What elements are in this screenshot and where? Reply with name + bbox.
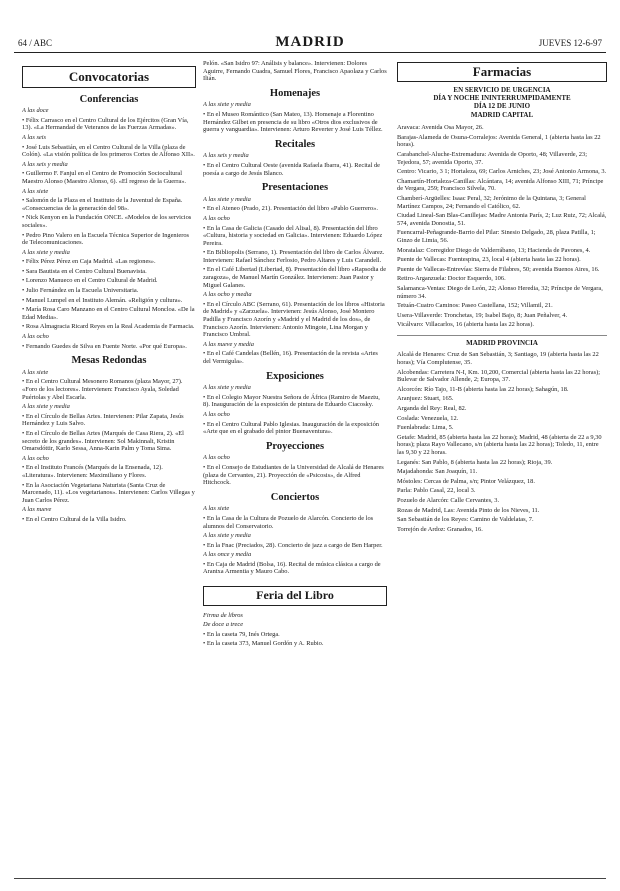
exposiciones-heading: Exposiciones bbox=[266, 370, 324, 382]
pharmacy-entry: Vicálvaro: Villacarlos, 16 (abierta hasta las 22 horas). bbox=[397, 321, 534, 329]
listing-entry: A las seis bbox=[22, 133, 47, 141]
subtitle-line: DÍA Y NOCHE ININTERRUMPIDAMENTE bbox=[433, 94, 571, 102]
presentaciones-heading: Presentaciones bbox=[261, 182, 329, 194]
conferencias-heading: Conferencias bbox=[79, 93, 139, 105]
farmacias-title: Farmacias bbox=[397, 62, 607, 82]
listing-entry: • En el Círculo ABC (Serrano, 61). Presentación de los libros «Historia de Madrid» y «Zarzuela». Intervienen: Jesús Alonso, José Montero Padilla y Francisco Azorín y «Madrid y el Madrid de los dos», de Francisco Azorín. Intervienen: Antonio Mingote, Lina Morgan y Francisco Umbral. bbox=[203, 300, 385, 339]
listing-entry: • En el Círculo de Bellas Artes. Intervienen: Pilar Zapata, Jesús Hernández y Luis Salvo. bbox=[22, 412, 184, 428]
listing-entry: • Pedro Pino Valero en la Escuela Técnica Superior de Ingenieros de Telecomunicaciones. bbox=[22, 231, 190, 247]
pharmacy-entry: Majadahonda: San Joaquín, 11. bbox=[397, 468, 478, 476]
listing-entry: A las siete y media bbox=[203, 195, 251, 203]
pharmacy-entry: Centro: Vicario, 3 1; Hortaleza, 69; Carlos Arniches, 23; José Antonio Armona, 3. bbox=[397, 168, 607, 176]
listing-entry: A las siete y media bbox=[22, 403, 70, 411]
listing-entry: • En la Asociación Vegetariana Naturista (Santa Cruz de Marcenado, 11). «Los vegetarianos». Intervienen: Carlos Villegas y Juan Carlos Pérez. bbox=[22, 481, 195, 504]
column-convocatorias bbox=[22, 60, 196, 880]
column-events bbox=[203, 60, 387, 880]
listing-entry: A las ocho bbox=[203, 214, 230, 222]
listing-entry: A las siete bbox=[22, 368, 49, 376]
listing-entry: • Fernando Guedes de Silva en Fuente Norte. «Por qué Europa». bbox=[22, 342, 187, 350]
listing-entry: A las siete y media bbox=[203, 384, 251, 392]
listing-entry: A las siete y media bbox=[22, 248, 70, 256]
listing-entry: • Félix Pérez Pérez en Caja Madrid. «Las regiones». bbox=[22, 258, 156, 266]
listing-entry: A las seis y media bbox=[22, 160, 68, 168]
listing-entry: A las ocho bbox=[22, 333, 49, 341]
pharmacy-entry: Moratalaz: Corregidor Diego de Valderrábano, 13; Hacienda de Pavones, 4. bbox=[397, 246, 591, 254]
pharmacy-entry: Chamberí-Argüelles: Isaac Peral, 32; Jerónimo de la Quintana, 3; General Martínez Campos, 24; Fernando el Católico, 62. bbox=[397, 194, 586, 210]
farmacias-subtitle bbox=[397, 86, 607, 120]
listing-entry: A las siete y media bbox=[203, 101, 251, 109]
listing-entry: A las nueve bbox=[22, 506, 52, 514]
listing-entry: • En el Café Candelas (Bellén, 16). Presentación de la revista «Artes del Vermigula». bbox=[203, 350, 378, 365]
listing-entry: Firma de libros bbox=[203, 611, 243, 619]
pharmacy-entry: Torrejón de Ardoz: Granados, 16. bbox=[397, 525, 483, 533]
page-number: 64 / ABC bbox=[18, 38, 53, 48]
pharmacy-entry: Puente de Vallecas-Entrevías: Sierra de Filabres, 50; avenida Buenos Aires, 16. bbox=[397, 265, 600, 273]
listing-entry: • En el Consejo de Estudiantes de la Universidad de Alcalá de Henares (plaza de Cervantes, 21). Proyección de «Psicosis», de Alfred Hitchcock. bbox=[203, 463, 384, 487]
listing-entry: • Guillermo F. Fanjul en el Centro de Promoción Sociocultural Maestro Alonso (Maestro Alonso, 6). «El regreso de la Guerra». bbox=[22, 170, 186, 185]
listing-entry: • Lorenzo Manueco en el Centro Cultural de Madrid. bbox=[22, 277, 158, 285]
pharmacy-entry: Retiro-Arganzuela: Doctor Esquerdo, 106. bbox=[397, 275, 506, 283]
pharmacy-entry: Leganés: San Pablo, 8 (abierta hasta las 22 horas); Rioja, 39. bbox=[397, 458, 553, 466]
pharmacy-entry: Coslada: Venezuela, 12. bbox=[397, 414, 459, 422]
pharmacy-entry: San Sebastián de los Reyes: Camino de Valdelatas, 7. bbox=[397, 516, 534, 524]
listing-entry: • Félix Carrasco en el Centro Cultural de los Ejércitos (Gran Vía, 13). «La Hermandad de Veteranos de las Fuerzas Armadas». bbox=[22, 116, 189, 132]
pharmacy-entry: Fuencarral-Peñagrande-Barrio del Pilar: Sinesio Delgado, 28, plaza Patilla, 1; Ginzo de Limia, 56. bbox=[397, 229, 596, 244]
pharmacy-entry: Chamartín-Hortaleza-Canillas: Alcántara, 14; avenida Alfonso XIII, 71; Príncipe de Vergara, 259; Francisco Silvela, 70. bbox=[397, 177, 604, 193]
column-farmacias bbox=[397, 60, 607, 880]
feria-list bbox=[203, 612, 387, 648]
recitales-heading: Recitales bbox=[274, 138, 316, 150]
listing-entry: • José Luis Sebastián, en el Centro Cultural de la Villa (plaza de Colón). «La visión política de los primeros Cortes de Alfonso XII». bbox=[22, 143, 195, 159]
issue-date: JUEVES 12-6-97 bbox=[538, 38, 602, 48]
listing-entry: A las once y media bbox=[203, 551, 252, 559]
listing-entry: • En el Círculo de Bellas Artes (Marqués de Casa Riera, 2). «El secreto de los grandes». Intervienen: Sol Makinnalt, Kristin Omarsdóttir, Karlo Sessa, Anna-Karin Palm y Toma Sima. bbox=[22, 429, 184, 453]
listing-entry: A las ocho bbox=[203, 454, 230, 462]
pharmacy-entry: Ciudad Lineal-San Blas-Canillejas: Madre Antonia París, 2; Luz Ruiz, 72; Alcalá, 574, avenida Donostia, 51. bbox=[397, 212, 607, 227]
pharmacy-entry: Aravaca: Avenida Osa Mayor, 26. bbox=[397, 124, 484, 132]
subtitle-line: DÍA 12 DE JUNIO bbox=[473, 102, 531, 111]
farmacias-provincia-list bbox=[397, 351, 607, 533]
listing-entry: • En Bibliopolis (Serrano, 1). Presentación del libro de Carlos Álvarez. Intervienen: Rafael Sánchez Ferlosio, Pedro Altares y Luis Carandell. bbox=[203, 249, 385, 264]
listing-entry: • Julio Fernández en la Escuela Universitaria. bbox=[22, 287, 139, 295]
listing-entry: • En la Fnac (Preciados, 28). Concierto de jazz a cargo de Ben Harper. bbox=[203, 541, 383, 549]
listing-entry: • En el Centro Cultural Pablo Iglesias. Inauguración de la exposición «Arte que en el grabado del pintor Buenaventura». bbox=[203, 420, 379, 436]
homenajes-list bbox=[203, 101, 387, 133]
listing-entry: • En el Centro Cultural Oeste (avenida Rafaela Ibarra, 41). Recital de poesía a cargo de Jesús Blanco. bbox=[203, 161, 381, 177]
listing-entry: • En la Casa de la Cultura de Pozuelo de Alarcón. Concierto de los alumnos del Conservatorio. bbox=[203, 514, 374, 530]
pharmacy-entry: Móstoles: Cercas de Palma, s/n; Pintor Velázquez, 18. bbox=[397, 477, 535, 485]
listing-entry: A las ocho bbox=[22, 454, 49, 462]
mesas-redondas-list bbox=[22, 369, 196, 524]
listing-entry: A las seis y media bbox=[203, 152, 249, 160]
page-header bbox=[14, 36, 606, 53]
listing-entry: • Manuel Lumpel en el Instituto Alemán. «Religión y cultura». bbox=[22, 296, 183, 304]
recitales-list bbox=[203, 152, 387, 177]
subtitle-line: EN SERVICIO DE URGENCIA bbox=[453, 85, 551, 94]
pharmacy-entry: Barajas-Alameda de Osuna-Corralejos: Avenida General, 1 (abierta hasta las 22 horas). bbox=[397, 133, 601, 149]
pharmacy-entry: Aranjuez: Stuart, 165. bbox=[397, 395, 454, 403]
listing-entry: • En la Casa de Galicia (Casado del Alisal, 8). Presentación del libro «Cultura, historia y sociedad en Galicia». Intervienen: Eduardo López Pereira. bbox=[203, 224, 383, 247]
pharmacy-entry: Usera-Villaverde: Tronchetas, 19; Isabel Bajo, 8; Juan Peñalver, 4. bbox=[397, 311, 568, 319]
listing-entry: • En el Ateneo (Prado, 21). Presentación del libro «Pablo Guerrero». bbox=[203, 205, 378, 213]
pharmacy-entry: Salamanca-Ventas: Diego de León, 22; Alonso Heredia, 32; Príncipe de Vergara, número 34. bbox=[397, 284, 603, 300]
pharmacy-entry: Pozuelo de Alarcón: Calle Cervantes, 3. bbox=[397, 496, 500, 504]
section-title: MADRID bbox=[275, 34, 345, 50]
listing-entry: A las ocho y media bbox=[203, 291, 252, 299]
homenajes-heading: Homenajes bbox=[269, 87, 321, 99]
pharmacy-entry: Carabanchel-Aluche-Extremadura: Avenida de Oporto, 48; Villaverde, 23; Tejedora, 57; avenida Oporto, 37. bbox=[397, 151, 587, 166]
pharmacy-entry: Fuenlabrada: Lima, 5. bbox=[397, 424, 454, 432]
pharmacy-entry: Rozas de Madrid, Las: Avenida Pinto de los Nieves, 11. bbox=[397, 506, 540, 514]
conferencias-list bbox=[22, 107, 196, 350]
pharmacy-entry: Parla: Pablo Casal, 22, local 3. bbox=[397, 487, 476, 495]
pharmacy-entry: Getafe: Madrid, 85 (abierta hasta las 22 horas); Madrid, 48 (abierta de 22 a 9,30 horas); plaza Rayo Vallecano, s/n (abierta hasta las 22 horas); Toledo, 11, entre las 9,30 y 22 horas. bbox=[397, 433, 602, 456]
listing-entry: • En el Colegio Mayor Nuestra Señora de África (Ramiro de Maeztu, 8). Inauguración de la exposición de pintura de Eduardo Ciacosky. bbox=[203, 393, 380, 409]
proyecciones-heading: Proyecciones bbox=[265, 440, 325, 452]
feria-del-libro-title: Feria del Libro bbox=[203, 586, 387, 606]
pharmacy-entry: Arganda del Rey: Real, 82. bbox=[397, 405, 467, 413]
listing-entry: • En Caja de Madrid (Bolsa, 16). Recital de música clásica a cargo de Arantxa Armentia y Mauro Cabo. bbox=[203, 560, 381, 576]
listing-entry: A las nueve y media bbox=[203, 340, 254, 348]
listing-entry: A las siete y media bbox=[203, 532, 251, 540]
pharmacy-entry: Tetuán-Cuatro Caminos: Paseo Castellana, 152; Villamil, 21. bbox=[397, 302, 553, 310]
listing-entry: • En la caseta 79, Inés Ortega. bbox=[203, 630, 280, 638]
presentaciones-list bbox=[203, 196, 387, 366]
listing-entry: • En la caseta 373, Manuel Gordón y A. Rubio. bbox=[203, 640, 324, 648]
listing-entry: • Rosa Almagracia Ricard Reyes en la Real Academia de Farmacia. bbox=[22, 323, 195, 331]
page-footer-rule bbox=[14, 878, 606, 879]
subtitle-line: MADRID CAPITAL bbox=[470, 110, 534, 119]
exposiciones-list bbox=[203, 384, 387, 436]
listing-entry: • Salomón de la Plaza en el Instituto de la Juventud de España. «Consecuencias de la generación del 98». bbox=[22, 197, 183, 212]
proyecciones-list bbox=[203, 454, 387, 486]
listing-entry: A las ocho bbox=[203, 410, 230, 418]
conciertos-list bbox=[203, 505, 387, 576]
mesas-redondas-heading: Mesas Redondas bbox=[71, 355, 147, 367]
listing-entry: • En el Instituto Francés (Marqués de la Ensenada, 12). «Literatura». Intervienen: Maximiliano y Flores. bbox=[22, 464, 163, 479]
pharmacy-entry: Puente de Vallecas: Fuentespina, 23, local 4 (abierta hasta las 22 horas). bbox=[397, 256, 581, 264]
listing-entry: • En el Centro Cultural de la Villa Isidro. bbox=[22, 515, 127, 523]
listing-entry: • María Rosa Caro Manzano en el Centro Cultural Moncloa. «De la Edad Media». bbox=[22, 306, 195, 321]
convocatorias-title: Convocatorias bbox=[22, 66, 196, 88]
listing-entry: • En el Café Libertad (Libertad, 8). Presentación del libro «Rapsodia de zaragoza», de Manuel Martín González. Intervienen: Juan Pastor y Miguel Galanes. bbox=[203, 266, 387, 289]
farmacias-capital-list bbox=[397, 124, 607, 329]
listing-entry: De doce a trece bbox=[203, 621, 244, 629]
madrid-provincia-heading: MADRID PROVINCIA bbox=[397, 335, 607, 348]
conciertos-heading: Conciertos bbox=[270, 491, 320, 503]
listing-entry: • En el Museo Romántico (San Mateo, 13). Homenaje a Florentino Hernández Gilbet en presencia de su libro «Otros dios exclusivos de guerra y vanguardia». Intervienen: Arturo Reverter y José Luis Téllez. bbox=[203, 110, 383, 134]
listing-entry: A las siete bbox=[203, 505, 230, 513]
pharmacy-entry: Alcalá de Henares: Cruz de San Sebastián, 3; Santiago, 19 (abierta hasta las 22 horas); Vía Complutense, 35. bbox=[397, 351, 599, 367]
listing-entry: • Nick Kenyon en la Fundación ONCE. «Modelos de los servicios sociales». bbox=[22, 214, 192, 229]
listing-entry: • En el Centro Cultural Mesonero Romanos (plaza Mayor, 27). «Foro de los lectores». Intervienen: Francisco Ayala, Soledad Puértolas y Abel Escarla. bbox=[22, 378, 183, 401]
pharmacy-entry: Alcobendas: Carretera N-I, Km. 10,200, Comercial (abierta hasta las 22 horas); Bulevar de Salvador Allende, 2; Europa, 37. bbox=[397, 368, 601, 384]
listing-entry: A las doce bbox=[22, 107, 49, 115]
listing-entry: A las siete bbox=[22, 187, 49, 195]
intro-paragraph: Pelón. «San Isidro 97: Análisis y balance». Intervienen: Dolores Aguirre, Fernando Cuadra, Samuel Flores, Francisco Apaolaza y Carlos Ilián. bbox=[203, 60, 387, 83]
listing-entry: • Sara Bautista en el Centro Cultural Buenavista. bbox=[22, 267, 147, 275]
pharmacy-entry: Alcorcón: Río Tajo, 11-B (abierta hasta las 22 horas); Sahagún, 18. bbox=[397, 385, 569, 393]
